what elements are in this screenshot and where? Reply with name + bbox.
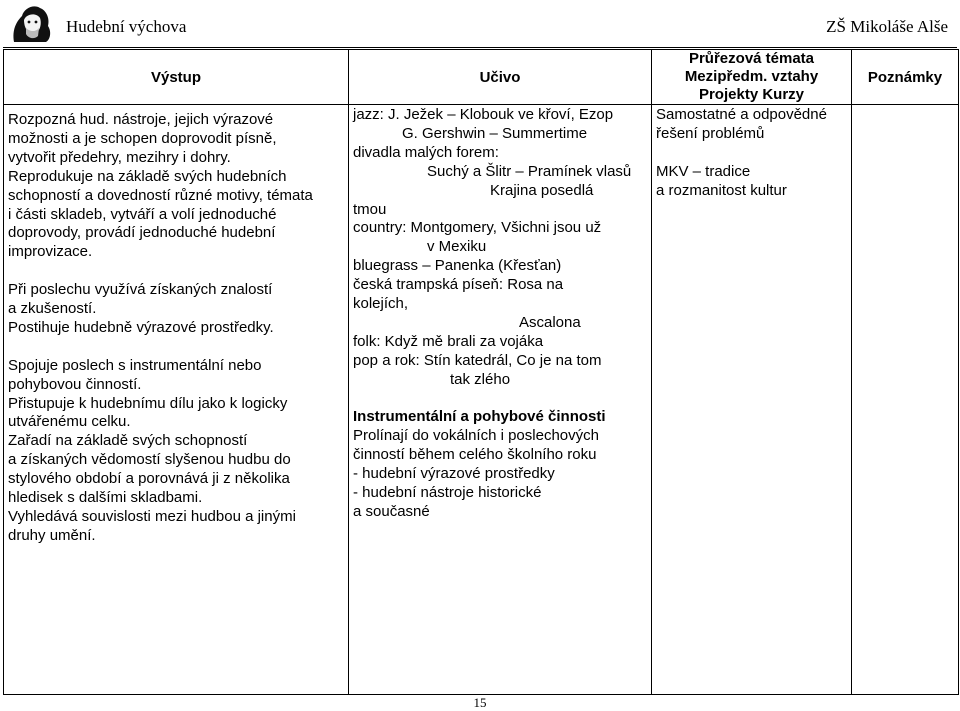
table-row [4, 105, 959, 695]
vystup-line: a zkušeností. [8, 300, 97, 318]
poznamky-text [852, 105, 958, 106]
vystup-spacer [8, 338, 344, 357]
prurez-line: a rozmanitost kultur [656, 181, 787, 199]
vystup-line: pohybovou činností. [8, 375, 142, 393]
ucivo-spacer [353, 390, 647, 409]
vystup-line: Reprodukuje na základě svých hudebních [8, 167, 287, 185]
header-ucivo: Učivo [349, 50, 652, 105]
school-name: ZŠ Mikoláše Alše [826, 17, 948, 36]
prurez-line: řešení problémů [656, 124, 765, 142]
vystup-line: Rozpozná hud. nástroje, jejich výrazové [8, 111, 274, 128]
ucivo-line: Ascalona [519, 313, 581, 331]
school-logo-icon [6, 2, 56, 44]
vystup-line: Spojuje poslech s instrumentální nebo [8, 356, 262, 374]
vystup-line: Přistupuje k hudebnímu dílu jako k logicky [8, 394, 288, 412]
ucivo-line: česká trampská píseň: Rosa na [353, 276, 564, 294]
cell-poznamky [852, 105, 959, 695]
cell-vystup [4, 105, 349, 695]
ucivo-line: - hudební výrazové prostředky [353, 465, 555, 483]
ucivo-text [349, 105, 651, 522]
prurez-spacer [656, 144, 847, 163]
vystup-line: a získaných vědomostí slyšenou hudbu do [8, 451, 291, 469]
subject-title: Hudební výchova [66, 17, 187, 36]
header-prurezova-temata [652, 50, 852, 105]
vystup-line: hledisek s dalšími skladbami. [8, 489, 203, 507]
header-prurez-line-3: Projekty Kurzy [698, 86, 805, 103]
ucivo-line: country: Montgomery, Všichni jsou už [353, 219, 602, 237]
cell-ucivo [349, 105, 652, 695]
ucivo-line: G. Gershwin – Summertime [402, 124, 588, 142]
vystup-line: možnosti a je schopen doprovodit písně, [8, 129, 277, 147]
vystup-line: i části skladeb, vytváří a volí jednoduché [8, 205, 277, 223]
page-number: 15 [473, 695, 487, 710]
ucivo-line: činností během celého školního roku [353, 446, 597, 464]
curriculum-table [3, 49, 959, 695]
ucivo-line: tmou [353, 200, 387, 218]
ucivo-line: a současné [353, 503, 430, 521]
vystup-text [4, 105, 348, 546]
ucivo-line: folk: Když mě brali za vojáka [353, 332, 544, 350]
cell-prurezova-temata [652, 105, 852, 695]
ucivo-line: tak zlého [450, 370, 511, 388]
prurez-text [652, 105, 851, 201]
ucivo-subheading: Instrumentální a pohybové činnosti [353, 408, 606, 426]
ucivo-line: bluegrass – Panenka (Křesťan) [353, 257, 562, 275]
ucivo-line: Prolínají do vokálních i poslechových [353, 427, 599, 445]
ucivo-line: pop a rok: Stín katedrál, Co je na tom [353, 351, 602, 369]
header-prurez-line-1: Průřezová témata [688, 50, 815, 67]
ucivo-line: Suchý a Šlitr – Pramínek vlasů [427, 162, 632, 180]
vystup-line: Zařadí na základě svých schopností [8, 432, 248, 450]
table-header-row [4, 50, 959, 105]
vystup-line: doprovody, provádí jednoduché hudební [8, 224, 276, 242]
ucivo-line: v Mexiku [427, 238, 487, 256]
vystup-line: druhy umění. [8, 526, 96, 544]
header-divider [3, 47, 957, 48]
ucivo-line: Krajina posedlá [490, 181, 594, 199]
ucivo-line: - hudební nástroje historické [353, 484, 542, 502]
vystup-spacer [8, 262, 344, 281]
header-prurez-line-2: Mezipředm. vztahy [684, 68, 819, 85]
header-poznamky: Poznámky [852, 50, 959, 105]
ucivo-line: kolejích, [353, 295, 409, 313]
vystup-line: vytvořit předehry, mezihry i dohry. [8, 148, 231, 166]
ucivo-line: jazz: J. Ježek – Klobouk ve křoví, Ezop [353, 106, 614, 123]
prurez-line: MKV – tradice [656, 162, 751, 180]
prurez-line: Samostatné a odpovědné [656, 106, 827, 123]
vystup-line: utvářenému celku. [8, 413, 131, 431]
vystup-line: schopností a dovedností různé motivy, témata [8, 186, 313, 204]
ucivo-line: divadla malých forem: [353, 143, 499, 161]
header-vystup: Výstup [4, 50, 349, 105]
vystup-line: improvizace. [8, 243, 93, 261]
vystup-line: Postihuje hudebně výrazové prostředky. [8, 318, 274, 336]
vystup-line: Vyhledává souvislosti mezi hudbou a jinými [8, 508, 296, 525]
vystup-line: stylového období a porovnává ji z několika [8, 470, 290, 488]
page-header [0, 0, 960, 50]
vystup-line: Při poslechu využívá získaných znalostí [8, 281, 273, 299]
